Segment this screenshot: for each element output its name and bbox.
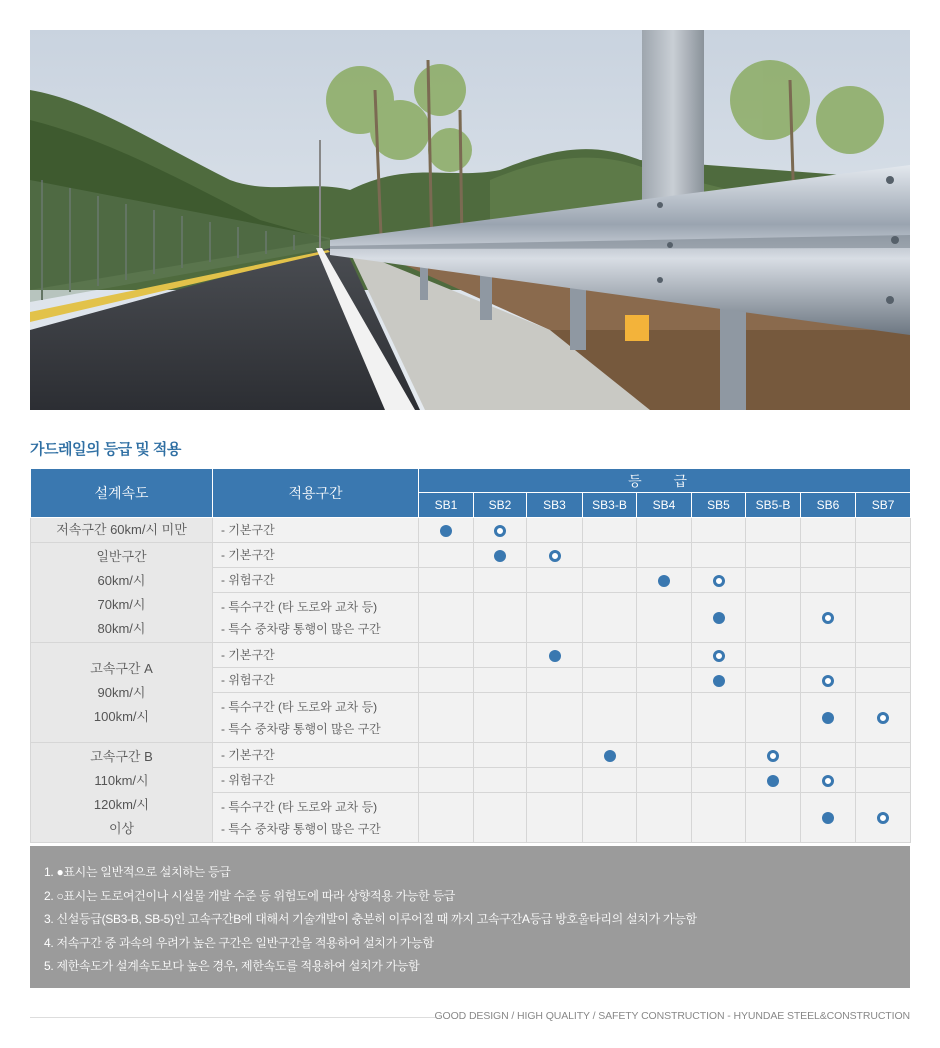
mark-cell [419, 743, 474, 768]
speed-line: 저속구간 60km/시 미만 [56, 522, 187, 537]
mark-cell [583, 743, 637, 768]
note-item: 5. 제한속도가 설계속도보다 높은 경우, 제한속도를 적용하여 설치가 가능함 [44, 959, 420, 973]
speed-line: 일반구간 [96, 548, 147, 564]
mark-cell [419, 593, 474, 643]
section-cell [213, 793, 419, 843]
mark-cell [419, 568, 474, 593]
mark-cell [419, 643, 474, 668]
header-section: 적용구간 [213, 469, 419, 518]
mark-cell [583, 693, 637, 743]
mark-cell [527, 568, 583, 593]
guardrail-photo [30, 30, 910, 410]
mark-cell [474, 518, 527, 543]
mark-cell [746, 543, 801, 568]
grade-col-sb3-b: SB3-B [583, 493, 637, 518]
section-title: 가드레일의 등급 및 적용 [30, 441, 181, 458]
mark-cell [637, 743, 692, 768]
mark-cell [419, 693, 474, 743]
grade-col-sb7: SB7 [856, 493, 911, 518]
section-line: - 위험구간 [221, 573, 275, 587]
header-grade: 등 급 [419, 469, 911, 493]
mark-cell [474, 743, 527, 768]
footer-tagline: GOOD DESIGN / HIGH QUALITY / SAFETY CONSTRUCTION - HYUNDAE STEEL&CONSTRUCTION [434, 1010, 910, 1022]
speed-line: 60km/시 [97, 572, 146, 588]
hollow-circle-icon [713, 575, 725, 587]
mark-cell [856, 543, 911, 568]
speed-cell [31, 543, 213, 643]
mark-cell [856, 693, 911, 743]
mark-cell [637, 793, 692, 843]
mark-cell [746, 793, 801, 843]
mark-cell [746, 743, 801, 768]
filled-circle-icon [822, 812, 834, 824]
mark-cell [583, 568, 637, 593]
mark-cell [583, 793, 637, 843]
mark-cell [474, 593, 527, 643]
mark-cell [583, 643, 637, 668]
mark-cell [474, 543, 527, 568]
filled-circle-icon [713, 675, 725, 687]
note-item: 1. ●표시는 일반적으로 설치하는 등급 [44, 865, 231, 879]
mark-cell [856, 568, 911, 593]
mark-cell [692, 743, 746, 768]
filled-circle-icon [658, 575, 670, 587]
hollow-circle-icon [822, 612, 834, 624]
mark-cell [527, 793, 583, 843]
table-row [31, 543, 911, 568]
mark-cell [746, 668, 801, 693]
mark-cell [692, 643, 746, 668]
mark-cell [801, 518, 856, 543]
mark-cell [527, 593, 583, 643]
mark-cell [801, 568, 856, 593]
mark-cell [801, 743, 856, 768]
mark-cell [637, 568, 692, 593]
mark-cell [637, 518, 692, 543]
filled-circle-icon [494, 550, 506, 562]
mark-cell [419, 768, 474, 793]
mark-cell [637, 543, 692, 568]
section-line: - 특수구간 (타 도로와 교차 등) [221, 599, 378, 614]
mark-cell [801, 643, 856, 668]
mark-cell [692, 693, 746, 743]
note-item: 3. 신설등급(SB3-B, SB-5)인 고속구간B에 대해서 기술개발이 충분히 이루어질 때 까지 고속구간A등급 방호울타리의 설치가 가능함 [44, 912, 697, 926]
notes-box [30, 846, 910, 988]
section-cell [213, 643, 419, 668]
section-cell [213, 568, 419, 593]
section-cell [213, 693, 419, 743]
mark-cell [474, 568, 527, 593]
speed-line: 80km/시 [97, 620, 146, 636]
mark-cell [801, 693, 856, 743]
mark-cell [856, 643, 911, 668]
section-line: - 기본구간 [221, 648, 275, 662]
section-line: - 특수 중차량 통행이 많은 구간 [221, 821, 381, 836]
mark-cell [474, 693, 527, 743]
mark-cell [801, 668, 856, 693]
mark-cell [692, 793, 746, 843]
mark-cell [637, 643, 692, 668]
mark-cell [583, 518, 637, 543]
speed-line: 70km/시 [97, 596, 146, 612]
mark-cell [527, 518, 583, 543]
grade-col-sb4: SB4 [637, 493, 692, 518]
section-cell [213, 768, 419, 793]
section-cell [213, 543, 419, 568]
grade-col-sb2: SB2 [474, 493, 527, 518]
grade-col-sb3: SB3 [527, 493, 583, 518]
mark-cell [637, 693, 692, 743]
mark-cell [527, 693, 583, 743]
grade-table [30, 468, 911, 843]
mark-cell [801, 793, 856, 843]
hollow-circle-icon [877, 712, 889, 724]
table-row [31, 643, 911, 668]
mark-cell [419, 543, 474, 568]
mark-cell [692, 518, 746, 543]
mark-cell [583, 593, 637, 643]
mark-cell [692, 768, 746, 793]
mark-cell [692, 568, 746, 593]
section-line: - 특수구간 (타 도로와 교차 등) [221, 699, 378, 714]
speed-cell [31, 643, 213, 743]
filled-circle-icon [440, 525, 452, 537]
mark-cell [419, 668, 474, 693]
mark-cell [801, 543, 856, 568]
grade-col-sb6: SB6 [801, 493, 856, 518]
speed-line: 90km/시 [97, 684, 146, 700]
mark-cell [692, 593, 746, 643]
table-row [31, 518, 911, 543]
speed-cell [31, 518, 213, 543]
mark-cell [527, 768, 583, 793]
speed-line: 고속구간 A [90, 660, 153, 676]
mark-cell [583, 543, 637, 568]
section-cell [213, 593, 419, 643]
hollow-circle-icon [713, 650, 725, 662]
section-line: - 특수 중차량 통행이 많은 구간 [221, 721, 381, 736]
mark-cell [474, 768, 527, 793]
mark-cell [527, 643, 583, 668]
speed-line: 110km/시 [94, 772, 149, 788]
mark-cell [856, 593, 911, 643]
section-line: - 위험구간 [221, 773, 275, 787]
mark-cell [474, 793, 527, 843]
mark-cell [692, 543, 746, 568]
note-item: 2. ○표시는 도로여건이나 시설물 개발 수준 등 위험도에 따라 상향적용 가능한 등급 [44, 888, 456, 903]
mark-cell [692, 668, 746, 693]
mark-cell [746, 568, 801, 593]
section-cell [213, 518, 419, 543]
mark-cell [801, 593, 856, 643]
mark-cell [637, 593, 692, 643]
note-item: 4. 저속구간 중 과속의 우려가 높은 구간은 일반구간을 적용하여 설치가 가능함 [44, 935, 434, 950]
mark-cell [583, 668, 637, 693]
hollow-circle-icon [822, 775, 834, 787]
speed-cell [31, 743, 213, 843]
speed-line: 120km/시 [93, 796, 150, 812]
hollow-circle-icon [494, 525, 506, 537]
mark-cell [637, 668, 692, 693]
filled-circle-icon [713, 612, 725, 624]
hollow-circle-icon [877, 812, 889, 824]
section-cell [213, 668, 419, 693]
grade-col-sb1: SB1 [419, 493, 474, 518]
speed-line: 100km/시 [93, 708, 150, 724]
mark-cell [856, 668, 911, 693]
filled-circle-icon [604, 750, 616, 762]
section-line: - 특수구간 (타 도로와 교차 등) [221, 799, 378, 814]
section-line: - 특수 중차량 통행이 많은 구간 [221, 621, 381, 636]
mark-cell [527, 543, 583, 568]
mark-cell [856, 518, 911, 543]
section-line: - 위험구간 [221, 673, 275, 687]
mark-cell [801, 768, 856, 793]
mark-cell [527, 668, 583, 693]
grade-col-sb5: SB5 [692, 493, 746, 518]
filled-circle-icon [822, 712, 834, 724]
mark-cell [419, 518, 474, 543]
mark-cell [474, 643, 527, 668]
footer-divider [30, 1017, 436, 1018]
mark-cell [856, 793, 911, 843]
section-line: - 기본구간 [221, 548, 275, 562]
section-line: - 기본구간 [221, 748, 275, 762]
mark-cell [583, 768, 637, 793]
mark-cell [746, 643, 801, 668]
section-line: - 기본구간 [221, 523, 275, 537]
header-speed: 설계속도 [31, 469, 213, 518]
filled-circle-icon [767, 775, 779, 787]
mark-cell [746, 693, 801, 743]
hollow-circle-icon [767, 750, 779, 762]
table-row [31, 743, 911, 768]
mark-cell [856, 768, 911, 793]
mark-cell [746, 518, 801, 543]
mark-cell [527, 743, 583, 768]
speed-line: 이상 [108, 820, 135, 836]
hollow-circle-icon [549, 550, 561, 562]
section-cell [213, 743, 419, 768]
mark-cell [746, 768, 801, 793]
filled-circle-icon [549, 650, 561, 662]
mark-cell [856, 743, 911, 768]
mark-cell [419, 793, 474, 843]
mark-cell [746, 593, 801, 643]
speed-line: 고속구간 B [90, 748, 153, 764]
mark-cell [474, 668, 527, 693]
hollow-circle-icon [822, 675, 834, 687]
mark-cell [637, 768, 692, 793]
grade-col-sb5-b: SB5-B [746, 493, 801, 518]
